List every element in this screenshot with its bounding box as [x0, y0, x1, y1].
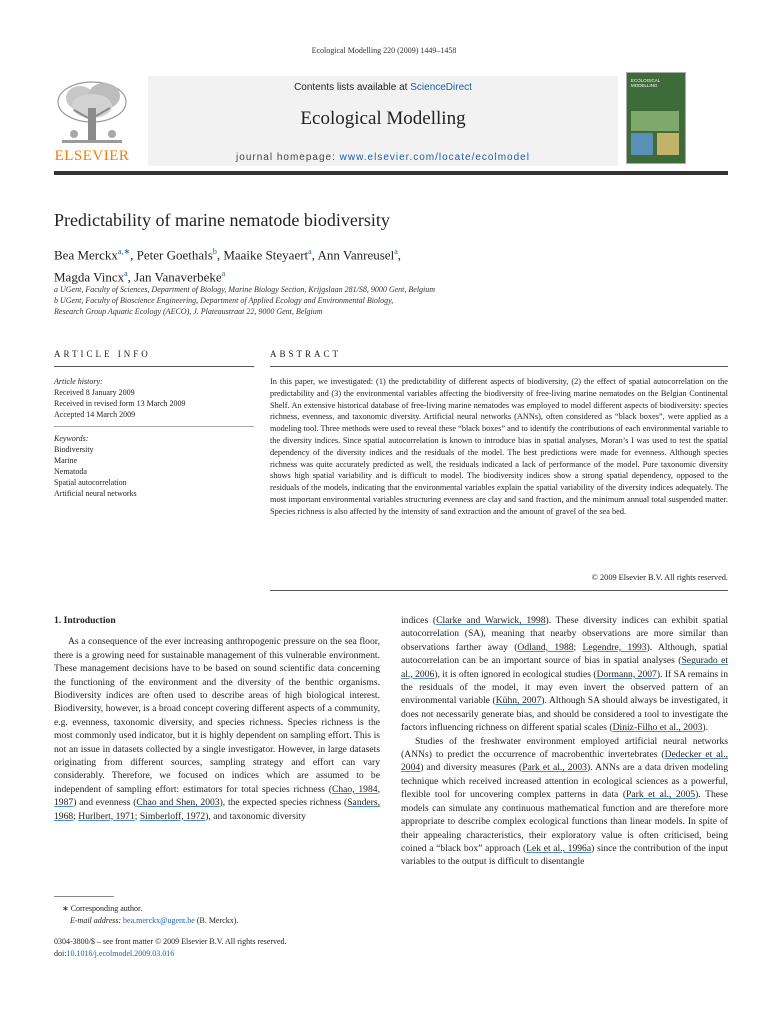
authors-line-2: Magda Vincx$^a$, Jan Vanaverbeke$^a$ — [54, 269, 226, 285]
doi-link[interactable]: 10.1016/j.ecolmodel.2009.03.016 — [66, 949, 175, 958]
paragraph-text: Studies of the freshwater environment employed artificial neural networks (ANNs) to predict the occurrence of macrobenthic invertebrates ( — [401, 735, 728, 761]
author-list — [54, 242, 574, 287]
author-name: Magda Vincx — [54, 269, 125, 285]
paragraph-text: ), it is often ignored in ecological studies ( — [434, 668, 597, 680]
paragraph-text: ), the expected species richness ( — [219, 797, 348, 809]
paragraph-text: ). Although, spatial autocorrelation can be an important source of bias in spatial analyses ( — [401, 641, 728, 667]
citation-link[interactable]: Simberloff, 1972 — [139, 810, 206, 822]
paragraph-text: ; — [573, 641, 583, 653]
citation-link[interactable]: Chao, 1984 — [331, 783, 378, 795]
paragraph-text: ). These models can simulate any continuous mathematical function and are therefore more appropriate to describe complex ecological functions than linear models. In spite of their appealing characteristics, their exploratory value is often criticised, being coined a “black box” approach ( — [401, 789, 728, 854]
paragraph-text: ). If SA remains in the residuals of the model, it may even invert the observed pattern of an environmental variable ( — [401, 668, 728, 707]
abstract-heading: ABSTRACT — [270, 349, 342, 359]
author-affiliation-mark[interactable]: a — [394, 247, 398, 256]
citation-link[interactable]: Sanders, 1968 — [54, 797, 380, 822]
citation-link[interactable]: Park et al., 2005 — [626, 789, 696, 801]
citation-link[interactable]: Clarke and Warwick, 1998 — [436, 615, 546, 626]
journal-cover-image — [626, 72, 686, 164]
paragraph-text: ; — [134, 810, 140, 822]
issn-line: 0304-3800/$ – see front matter © 2009 Elsevier B.V. All rights reserved. — [54, 937, 287, 946]
citation-link[interactable]: Park et al., 2003 — [522, 762, 587, 774]
body-right-column — [401, 614, 728, 869]
citation-link[interactable]: 1987 — [54, 797, 74, 809]
affiliations — [54, 284, 654, 317]
affiliation-a: a UGent, Faculty of Sciences, Department of Biology, Marine Biology Section, Krijgslaan 281/S8, 9000 Gent, Belgium — [54, 285, 436, 294]
paragraph-text: ). ANNs are a data driven modeling technique which received increased attention in ecological sciences as a powerful, flexible tool for uncovering complex patterns in data ( — [401, 762, 728, 801]
paragraph-text: , — [377, 783, 380, 795]
keyword-item: Nematoda — [54, 467, 87, 476]
author-affiliation-mark[interactable]: b — [212, 247, 217, 256]
corresponding-author-note: ∗ Corresponding author. — [62, 904, 143, 913]
revised-date: Received in revised form 13 March 2009 — [54, 399, 186, 408]
paragraph-text: ). — [702, 722, 709, 734]
contents-prefix: Contents lists available at — [294, 82, 411, 93]
email-label: E-mail address: — [70, 916, 124, 925]
abstract-rule — [270, 366, 728, 367]
cover-title: ECOLOGICAL MODELLING — [631, 78, 661, 88]
paragraph-text: indices ( — [401, 615, 437, 626]
paragraph-text: ) and evenness ( — [73, 797, 137, 809]
author-affiliation-mark[interactable]: a,∗ — [117, 247, 131, 256]
history-label: Article history: — [54, 377, 103, 386]
doi-line — [54, 948, 287, 960]
email-line — [54, 915, 238, 927]
article-title: Predictability of marine nematode biodiversity — [54, 210, 390, 230]
author-name: Bea Merckx — [54, 247, 118, 263]
journal-title: Ecological Modelling — [300, 108, 466, 129]
abstract-bottom-rule — [270, 590, 728, 591]
doi-label: doi: — [54, 949, 67, 958]
introduction-heading: 1. Introduction — [54, 615, 116, 626]
citation-link[interactable]: Dedecker et al., 2004 — [401, 749, 728, 774]
front-matter — [54, 936, 287, 960]
affiliation-b-line2: Research Group Aquatic Ecology (AECO), J. Plateaustraat 22, 9000 Gent, Belgium — [54, 307, 323, 316]
author-affiliation-mark[interactable]: a — [221, 269, 226, 279]
author-name: Jan Vanaverbeke — [134, 269, 222, 285]
homepage-label: journal homepage: — [236, 152, 340, 163]
contents-line — [148, 82, 618, 93]
publisher-name: ELSEVIER — [54, 148, 130, 164]
paragraph-text: ) since the contribution of the input variables to the output is difficult to disentangle — [401, 842, 728, 868]
author-affiliation-mark[interactable]: a — [124, 269, 128, 279]
email-suffix: (B. Merckx). — [194, 916, 239, 925]
citation-link[interactable]: Hurlbert, 1971 — [78, 810, 135, 822]
paragraph-text: ). Although SA should always be investigated, it does not necessarily generate bias, and should be considered a tool to investigate the factors influencing richness on different spatial scales ( — [401, 695, 728, 734]
keyword-item: Biodiversity — [54, 445, 94, 454]
body-left-column — [54, 614, 380, 823]
body-paragraph — [401, 614, 728, 735]
citation-link[interactable]: Lek et al., 1996a — [526, 842, 592, 854]
abstract-text: In this paper, we investigated: (1) the predictability of different aspects of biodiversity, (2) the effect of spatial autocorrelation on the predictability and (3) the environmental variables affecting the biodiversity of free-living marine nematodes on the Belgian Continental Shelf. An extensive historical database of free-living marine nematodes was employed to model different aspects of biodiversity: species richness, evenness, and taxonomic diversity. Artificial neural networks (ANNs), often considered as “black boxes”, were applied as a modeling tool. Three methods were used to reveal these “black boxes” and to identify the contributions of each environmental variable to the diversity indices. Since spatial autocorrelation is known to introduce bias in spatial analyses, Moran’s I was used to test the spatial dependency of the diversity indices and the residuals of the model. The best predictions were made for evenness. Although species richness was quite accurately predicted as well, the residuals indicated a lack of performance of the model. Pure taxonomic diversity shows high spatial variability and is difficult to model. The biodiversity indices show a strong spatial dependency, opposed to the residuals of the models, indicating that the environmental variables explain the spatial variability of the diversity indices adequately. The most important environmental variables structuring evenness are clay and sand fraction, and the minimum annual total suspended matter. Species richness is also affected by the intensity of sand extraction and the amount of gravel of the sea bed. — [270, 377, 728, 516]
citation-link[interactable]: Dormann, 2007 — [596, 668, 657, 680]
homepage-link[interactable]: www.elsevier.com/locate/ecolmodel — [339, 152, 530, 163]
email-link[interactable]: bea.merckx@ugent.be — [123, 916, 195, 925]
journal-homepage — [148, 152, 618, 163]
keywords-list — [54, 433, 254, 499]
journal-citation: Ecological Modelling 220 (2009) 1449–1458 — [311, 46, 457, 55]
affiliation-b-line1: b UGent, Faculty of Bioscience Engineering, Department of Applied Ecology and Environmental Biology, — [54, 296, 394, 305]
corresponding-footnote — [54, 903, 238, 927]
abstract-copyright: © 2009 Elsevier B.V. All rights reserved. — [591, 573, 728, 582]
citation-link[interactable]: Diniz-Filho et al., 2003 — [612, 722, 703, 734]
body-paragraph — [54, 635, 380, 823]
keywords-label: Keywords: — [54, 434, 89, 443]
author-name: Ann Vanreusel — [317, 247, 395, 263]
citation-link[interactable]: Chao and Shen, 2003 — [136, 797, 220, 809]
keyword-item: Marine — [54, 456, 78, 465]
received-date: Received 8 January 2009 — [54, 388, 135, 397]
history-rule — [54, 426, 254, 427]
header-rule — [54, 171, 728, 175]
authors-line-1: Bea Merckx$^{a,∗}$, Peter Goethals$^b$, Maaike Steyaert$^a$, Ann Vanreusel$^a$, — [54, 247, 401, 263]
paragraph-text: ). These diversity indices can exhibit spatial autocorrelation (SA), meaning that nearby observations are more similar than observations farther away ( — [401, 615, 728, 653]
body-paragraph — [401, 735, 728, 869]
citation-link[interactable]: Kühn, 2007 — [495, 695, 542, 707]
article-history — [54, 376, 254, 420]
author-name: Maaike Steyaert — [223, 247, 309, 263]
paragraph-text: ), and taxonomic diversity — [205, 810, 306, 822]
keyword-item: Artificial neural networks — [54, 489, 137, 498]
paragraph-text: As a consequence of the ever increasing anthropogenic pressure on the sea floor, there is a growing need for sustainable management of this vulnerable environment. These management decisions have to be based on sound scientific data concerning the functioning of the environment and the diversity of the benthic organisms. Biodiversity indices are often used to describe areas of high biological interest. Biodiversity, however, is a broad concept covering different aspects of a community, e.g. evenness, taxonomic diversity, and species richness. Species richness is the most commonly used indicator, but it is highly dependent on sampling effort. This is not an issue in datasets collected by a single investigator. However, in large datasets originating from different sources, sampling strategy and effort can vary considerably. Therefore, we focused on indices which are assumed to be independent of sampling effort: estimators for total species richness ( — [54, 636, 380, 795]
article-info-rule — [54, 366, 254, 367]
paragraph-text: ) and diversity measures ( — [420, 762, 523, 774]
author-affiliation-mark[interactable]: a — [308, 247, 312, 256]
keyword-item: Spatial autocorrelation — [54, 478, 127, 487]
accepted-date: Accepted 14 March 2009 — [54, 410, 136, 419]
citation-link[interactable]: Segurado et al., 2006 — [401, 655, 728, 680]
citation-link[interactable]: Odland, 1988 — [517, 641, 574, 653]
citation-link[interactable]: Legendre, 1993 — [582, 641, 647, 653]
sciencedirect-link[interactable]: ScienceDirect — [410, 82, 472, 93]
paragraph-text: ; — [73, 810, 79, 822]
author-name: Peter Goethals — [136, 247, 213, 263]
footnote-rule — [54, 896, 114, 897]
article-info-heading: ARTICLE INFO — [54, 349, 151, 359]
